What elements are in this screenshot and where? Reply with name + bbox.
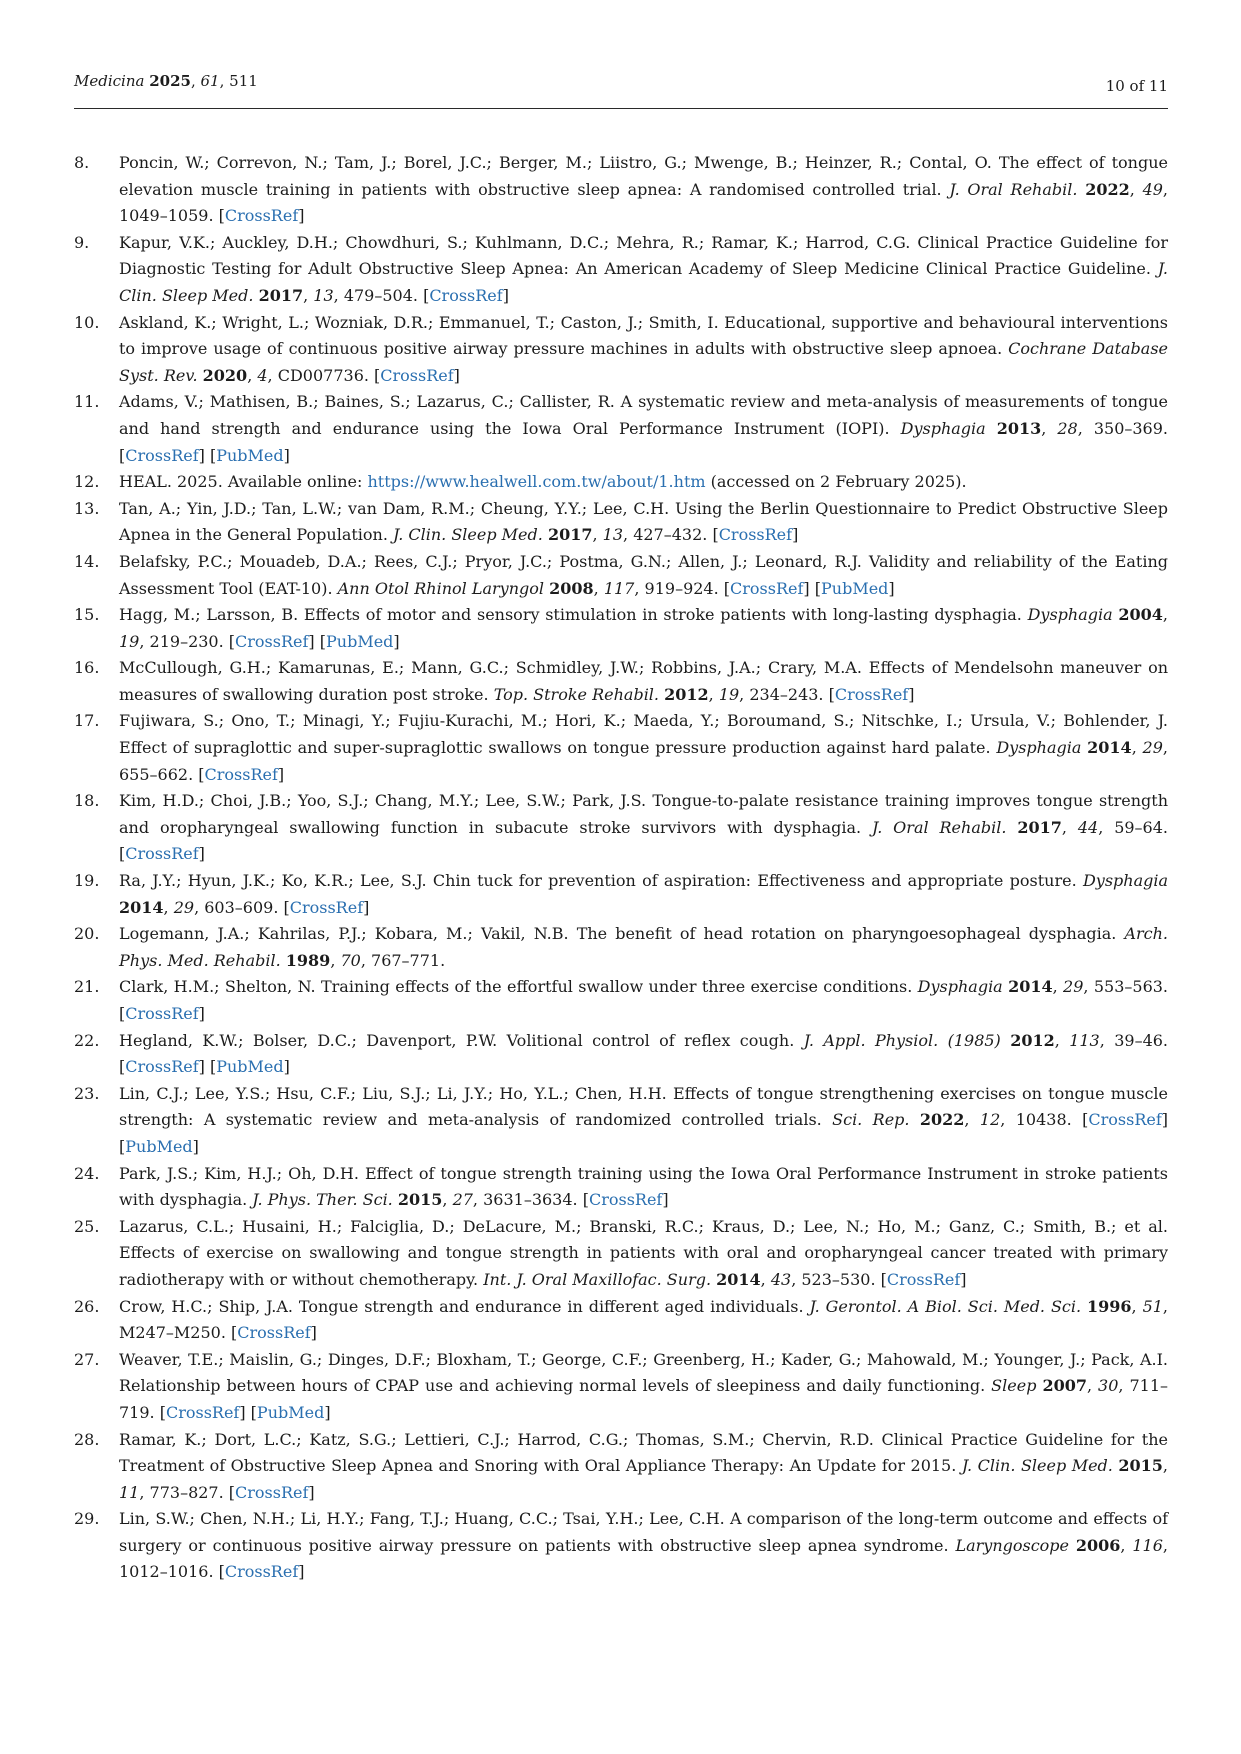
- reference-item: 8. Poncin, W.; Correvon, N.; Tam, J.; Borel, J.C.; Berger, M.; Liistro, G.; Mwenge, B.; Heinzer, R.; Contal, O. The effect of tongue elevation muscle training in patients with obstructive sleep apnea: A randomised controlled trial. J. Oral Rehabil. 2022, 49, 1049–1059. [CrossRef]: [74, 150, 1168, 230]
- reference-number: 21.: [74, 977, 100, 997]
- reference-number: 13.: [74, 498, 100, 518]
- reference-authors-title: Ramar, K.; Dort, L.C.; Katz, S.G.; Lettieri, C.J.; Harrod, C.G.; Thomas, S.M.; Chervin, R.D. Clinical Practice Guideline for the Treatment of Obstructive Sleep Apnea and Snoring with Oral Appliance Therapy: An Update for 2015.: [119, 1429, 1168, 1476]
- reference-pages: 919–924.: [644, 578, 719, 598]
- pubmed-link[interactable]: PubMed: [125, 1136, 193, 1156]
- reference-text: (accessed on 2 February 2025).: [710, 472, 967, 492]
- reference-item: 21. Clark, H.M.; Shelton, N. Training effects of the effortful swallow under three exercise conditions. Dysphagia 2014, 29, 553–563. [CrossRef]: [74, 974, 1168, 1027]
- reference-number: 26.: [74, 1296, 100, 1316]
- reference-volume: 27: [452, 1190, 473, 1210]
- reference-number: 10.: [74, 312, 100, 332]
- reference-volume: 12: [979, 1110, 1001, 1130]
- reference-year: 2022: [919, 1110, 965, 1130]
- reference-pages: 39–46.: [1114, 1030, 1169, 1050]
- reference-number: 24.: [74, 1163, 100, 1183]
- reference-item: 13. Tan, A.; Yin, J.D.; Tan, L.W.; van Dam, R.M.; Cheung, Y.Y.; Lee, C.H. Using the Berlin Questionnaire to Predict Obstructive Sleep Apnea in the General Population. J. Clin. Sleep Med. 2017, 13, 427–432. [CrossRef]: [74, 496, 1168, 549]
- reference-journal: J. Appl. Physiol. (1985): [803, 1030, 1001, 1050]
- reference-journal: Dysphagia: [900, 418, 986, 438]
- reference-number: 20.: [74, 924, 100, 944]
- reference-item: 10. Askland, K.; Wright, L.; Wozniak, D.R.; Emmanuel, T.; Caston, J.; Smith, I. Educational, supportive and behavioural interventions to improve usage of continuous positive airway pressure machines in adults with obstructive sleep apnoea. Cochrane Database Syst. Rev. 2020, 4, CD007736. [CrossRef]: [74, 310, 1168, 390]
- reference-authors-title: Askland, K.; Wright, L.; Wozniak, D.R.; Emmanuel, T.; Caston, J.; Smith, I. Educational, supportive and behavioural interventions to improve usage of continuous positive airway pressure machines in adults with obstructive sleep apnoea.: [119, 312, 1168, 359]
- reference-item: 16. McCullough, G.H.; Kamarunas, E.; Mann, G.C.; Schmidley, J.W.; Robbins, J.A.; Crary, M.A. Effects of Mendelsohn maneuver on measures of swallowing duration post stroke. Top. Stroke Rehabil. 2012, 19, 234–243. [CrossRef]: [74, 655, 1168, 708]
- crossref-link[interactable]: CrossRef: [886, 1269, 961, 1289]
- reference-pages: 350–369.: [1093, 418, 1168, 438]
- reference-year: 2014: [1008, 977, 1053, 997]
- reference-year: 2015: [397, 1190, 443, 1210]
- reference-item: 23. Lin, C.J.; Lee, Y.S.; Hsu, C.F.; Liu, S.J.; Li, J.Y.; Ho, Y.L.; Chen, H.H. Effects of tongue strengthening exercises on tongue muscle strength: A systematic review and meta-analysis of randomized controlled trials. Sci. Rep. 2022, 12, 10438. [CrossRef] [PubMed]: [74, 1081, 1168, 1161]
- reference-item: 15. Hagg, M.; Larsson, B. Effects of motor and sensory stimulation in stroke patients with long-lasting dysphagia. Dysphagia 2004, 19, 219–230. [CrossRef] [PubMed]: [74, 602, 1168, 655]
- reference-volume: 4: [257, 365, 268, 385]
- reference-pages: 59–64.: [1114, 817, 1168, 837]
- crossref-link[interactable]: CrossRef: [429, 285, 503, 305]
- crossref-link[interactable]: CrossRef: [718, 525, 793, 545]
- reference-number: 22.: [74, 1030, 100, 1050]
- reference-item: 24. Park, J.S.; Kim, H.J.; Oh, D.H. Effect of tongue strength training using the Iowa Oral Performance Instrument in stroke patients with dysphagia. J. Phys. Ther. Sci. 2015, 27, 3631–3634. [CrossRef]: [74, 1161, 1168, 1214]
- reference-authors-title: Lin, C.J.; Lee, Y.S.; Hsu, C.F.; Liu, S.J.; Li, J.Y.; Ho, Y.L.; Chen, H.H. Effects of tongue strengthening exercises on tongue muscle strength: A systematic review and meta-analysis of randomized controlled trials.: [119, 1083, 1168, 1130]
- reference-year: 2015: [1118, 1456, 1163, 1476]
- reference-journal: Dysphagia: [996, 738, 1082, 758]
- reference-number: 16.: [74, 658, 100, 678]
- reference-number: 8.: [74, 153, 90, 172]
- article-number: 511: [229, 72, 258, 90]
- pubmed-link[interactable]: PubMed: [216, 445, 284, 465]
- reference-authors-title: Lin, S.W.; Chen, N.H.; Li, H.Y.; Fang, T.J.; Huang, C.C.; Tsai, Y.H.; Lee, C.H. A comparison of the long-term outcome and effects of surgery or continuous positive airway pressure on patients with obstructive sleep apnea syndrome.: [119, 1509, 1168, 1555]
- reference-year: 2014: [119, 897, 164, 917]
- reference-pages: 1049–1059.: [119, 206, 214, 226]
- reference-year: 2020: [202, 365, 248, 385]
- reference-year: 2004: [1118, 605, 1163, 625]
- pubmed-link[interactable]: PubMed: [821, 578, 889, 598]
- reference-year: 2014: [1087, 738, 1132, 758]
- reference-authors-title: Kim, H.D.; Choi, J.B.; Yoo, S.J.; Chang, M.Y.; Lee, S.W.; Park, J.S. Tongue-to-palate resistance training improves tongue strength and oropharyngeal swallowing function in subacute stroke survivors with dysphagia.: [119, 791, 1168, 837]
- reference-volume: 51: [1142, 1296, 1163, 1316]
- reference-item: 22. Hegland, K.W.; Bolser, D.C.; Davenport, P.W. Volitional control of reflex cough. J. Appl. Physiol. (1985) 2012, 113, 39–46. [CrossRef] [PubMed]: [74, 1028, 1168, 1081]
- reference-number: 29.: [74, 1509, 100, 1529]
- crossref-link[interactable]: CrossRef: [588, 1190, 663, 1210]
- reference-volume: 19: [119, 631, 140, 651]
- reference-pages: 523–530.: [801, 1269, 876, 1289]
- reference-year: 2008: [549, 578, 594, 598]
- reference-journal: Cochrane Database Syst. Rev.: [119, 339, 1169, 385]
- reference-pages: 711–719.: [119, 1376, 1169, 1422]
- reference-item: 27. Weaver, T.E.; Maislin, G.; Dinges, D.F.; Bloxham, T.; George, C.F.; Greenberg, H.; Kader, G.; Mahowald, M.; Younger, J.; Pack, A.I. Relationship between hours of CPAP use and achieving normal levels of sleepiness and daily functioning. Sleep 2007, 30, 711–719. [CrossRef] [PubMed]: [74, 1347, 1168, 1427]
- crossref-link[interactable]: CrossRef: [125, 445, 199, 465]
- reference-number: 23.: [74, 1083, 100, 1103]
- reference-journal: Dysphagia: [917, 977, 1003, 997]
- reference-pages: 603–609.: [204, 897, 279, 917]
- reference-authors-title: Hegland, K.W.; Bolser, D.C.; Davenport, P.W. Volitional control of reflex cough.: [119, 1030, 795, 1050]
- pubmed-link[interactable]: PubMed: [216, 1057, 284, 1077]
- reference-pages: 767–771.: [371, 950, 446, 970]
- crossref-link[interactable]: CrossRef: [235, 631, 309, 651]
- reference-year: 2022: [1085, 179, 1130, 199]
- reference-authors-title: Lazarus, C.L.; Husaini, H.; Falciglia, D.; DeLacure, M.; Branski, R.C.; Kraus, D.; Lee, N.; Ho, M.; Ganz, C.; Smith, B.; et al. Effects of exercise on swallowing and tongue strength in patients with oral and oropharyngeal cancer treated with primary radiotherapy with or without chemotherapy.: [119, 1216, 1168, 1289]
- reference-volume: 117: [603, 578, 635, 598]
- reference-volume: 43: [770, 1269, 792, 1289]
- reference-journal: Ann Otol Rhinol Laryngol: [337, 578, 545, 598]
- reference-item: 18. Kim, H.D.; Choi, J.B.; Yoo, S.J.; Chang, M.Y.; Lee, S.W.; Park, J.S. Tongue-to-palate resistance training improves tongue strength and oropharyngeal swallowing function in subacute stroke survivors with dysphagia. J. Oral Rehabil. 2017, 44, 59–64. [CrossRef]: [74, 788, 1168, 868]
- reference-number: 12.: [74, 472, 100, 492]
- reference-journal: J. Oral Rehabil.: [949, 179, 1078, 199]
- crossref-link[interactable]: CrossRef: [289, 897, 364, 917]
- reference-authors-title: Park, J.S.; Kim, H.J.; Oh, D.H. Effect of tongue strength training using the Iowa Oral Performance Instrument in stroke patients with dysphagia.: [119, 1163, 1168, 1210]
- reference-authors-title: McCullough, G.H.; Kamarunas, E.; Mann, G.C.; Schmidley, J.W.; Robbins, J.A.; Crary, M.A. Effects of Mendelsohn maneuver on measures of swallowing duration post stroke.: [119, 658, 1168, 704]
- reference-item: 26. Crow, H.C.; Ship, J.A. Tongue strength and endurance in different aged individuals. J. Gerontol. A Biol. Sci. Med. Sci. 1996, 51, M247–M250. [CrossRef]: [74, 1294, 1168, 1347]
- reference-authors-title: Weaver, T.E.; Maislin, G.; Dinges, D.F.; Bloxham, T.; George, C.F.; Greenberg, H.; Kader, G.; Mahowald, M.; Younger, J.; Pack, A.I. Relationship between hours of CPAP use and achieving normal levels of sleepiness and daily functioning.: [119, 1349, 1168, 1396]
- reference-item: 14. Belafsky, P.C.; Mouadeb, D.A.; Rees, C.J.; Pryor, J.C.; Postma, G.N.; Allen, J.; Leonard, R.J. Validity and reliability of the Eating Assessment Tool (EAT-10). Ann Otol Rhinol Laryngol 2008, 117, 919–924. [CrossRef] [PubMed]: [74, 549, 1168, 602]
- crossref-link[interactable]: CrossRef: [1088, 1110, 1162, 1130]
- reference-volume: 49: [1142, 179, 1163, 199]
- journal-volume: 61: [200, 72, 220, 90]
- crossref-link[interactable]: CrossRef: [224, 1562, 299, 1582]
- crossref-link[interactable]: CrossRef: [125, 1004, 199, 1023]
- reference-year: 2012: [664, 684, 709, 704]
- reference-number: 25.: [74, 1216, 100, 1236]
- reference-journal: Arch. Phys. Med. Rehabil.: [119, 924, 1169, 970]
- crossref-link[interactable]: CrossRef: [204, 764, 278, 784]
- reference-pages: 3631–3634.: [483, 1190, 578, 1210]
- journal-citation: Medicina 2025, 61, 511: [74, 72, 258, 90]
- reference-year: 2013: [996, 418, 1042, 438]
- reference-pages: 10438.: [1015, 1110, 1072, 1130]
- reference-authors-title: Tan, A.; Yin, J.D.; Tan, L.W.; van Dam, R.M.; Cheung, Y.Y.; Lee, C.H. Using the Berlin Questionnaire to Predict Obstructive Sleep Apnea in the General Population.: [119, 498, 1168, 545]
- crossref-link[interactable]: CrossRef: [237, 1323, 311, 1343]
- crossref-link[interactable]: CrossRef: [125, 844, 199, 864]
- reference-pages: 219–230.: [149, 631, 224, 651]
- reference-journal: J. Clin. Sleep Med.: [119, 259, 1168, 305]
- reference-volume: 13: [602, 525, 624, 545]
- reference-authors-title: Crow, H.C.; Ship, J.A. Tongue strength and endurance in different aged individuals.: [119, 1296, 804, 1316]
- reference-number: 19.: [74, 871, 100, 891]
- reference-pages: 234–243.: [749, 684, 824, 704]
- reference-volume: 70: [340, 950, 361, 970]
- reference-journal: Sleep: [991, 1376, 1037, 1396]
- reference-volume: 28: [1057, 418, 1078, 438]
- reference-volume: 113: [1069, 1030, 1100, 1050]
- reference-authors-title: Fujiwara, S.; Ono, T.; Minagi, Y.; Fujiu-Kurachi, M.; Hori, K.; Maeda, Y.; Boroumand, S.; Nitschke, I.; Ursula, V.; Bohlender, J. Effect of supraglottic and super-supraglottic swallows on tongue pressure production against hard palate.: [119, 711, 1168, 758]
- reference-url-link[interactable]: https://www.healwell.com.tw/about/1.htm: [367, 472, 706, 492]
- journal-year: 2025: [149, 72, 191, 90]
- reference-year: 2017: [258, 285, 304, 305]
- crossref-link[interactable]: CrossRef: [235, 1482, 309, 1502]
- reference-year: 2012: [1010, 1030, 1055, 1050]
- reference-authors-title: Poncin, W.; Correvon, N.; Tam, J.; Borel, J.C.; Berger, M.; Liistro, G.; Mwenge, B.; Heinzer, R.; Contal, O. The effect of tongue elevation muscle training in patients with obstructive sleep apnea: A randomised controlled trial.: [119, 153, 1168, 199]
- reference-journal: Laryngoscope: [955, 1535, 1070, 1555]
- reference-pages: 1012–1016.: [119, 1562, 214, 1582]
- reference-item: 28. Ramar, K.; Dort, L.C.; Katz, S.G.; Lettieri, C.J.; Harrod, C.G.; Thomas, S.M.; Chervin, R.D. Clinical Practice Guideline for the Treatment of Obstructive Sleep Apnea and Snoring with Oral Appliance Therapy: An Update for 2015. J. Clin. Sleep Med. 2015, 11, 773–827. [CrossRef]: [74, 1427, 1168, 1507]
- crossref-link[interactable]: CrossRef: [224, 206, 299, 226]
- reference-number: 18.: [74, 791, 100, 811]
- crossref-link[interactable]: CrossRef: [380, 365, 454, 385]
- crossref-link[interactable]: CrossRef: [730, 578, 804, 598]
- reference-item: 29. Lin, S.W.; Chen, N.H.; Li, H.Y.; Fang, T.J.; Huang, C.C.; Tsai, Y.H.; Lee, C.H. A comparison of the long-term outcome and effects of surgery or continuous positive airway pressure on patients with obstructive sleep apnea syndrome. Laryngoscope 2006, 116, 1012–1016. [CrossRef]: [74, 1506, 1168, 1586]
- page-indicator: 10 of 11: [1105, 77, 1168, 95]
- reference-journal: J. Clin. Sleep Med.: [961, 1456, 1113, 1476]
- reference-journal: Int. J. Oral Maxillofac. Surg.: [483, 1269, 712, 1289]
- crossref-link[interactable]: CrossRef: [125, 1057, 199, 1077]
- reference-pages: CD007736.: [277, 365, 369, 385]
- reference-year: 2017: [547, 525, 593, 545]
- reference-volume: 116: [1132, 1535, 1163, 1555]
- reference-number: 17.: [74, 711, 100, 731]
- reference-item: 20. Logemann, J.A.; Kahrilas, P.J.; Kobara, M.; Vakil, N.B. The benefit of head rotation on pharyngoesophageal dysphagia. Arch. Phys. Med. Rehabil. 1989, 70, 767–771.: [74, 921, 1168, 974]
- reference-number: 11.: [74, 392, 100, 412]
- reference-pages: 427–432.: [633, 525, 708, 545]
- pubmed-link[interactable]: PubMed: [256, 1402, 325, 1422]
- reference-volume: 44: [1077, 817, 1099, 837]
- reference-journal: Dysphagia: [1082, 871, 1169, 891]
- crossref-link[interactable]: CrossRef: [165, 1402, 240, 1422]
- reference-volume: 13: [313, 285, 334, 305]
- reference-number: 28.: [74, 1429, 100, 1449]
- reference-item: 17. Fujiwara, S.; Ono, T.; Minagi, Y.; Fujiu-Kurachi, M.; Hori, K.; Maeda, Y.; Boroumand, S.; Nitschke, I.; Ursula, V.; Bohlender, J. Effect of supraglottic and super-supraglottic swallows on tongue pressure production against hard palate. Dysphagia 2014, 29, 655–662. [CrossRef]: [74, 708, 1168, 788]
- reference-pages: 479–504.: [343, 285, 418, 305]
- reference-text: HEAL. 2025. Available online:: [119, 472, 363, 492]
- reference-pages: M247–M250.: [119, 1323, 226, 1343]
- reference-journal: Dysphagia: [1027, 605, 1113, 625]
- reference-year: 2014: [716, 1269, 761, 1289]
- reference-item: 9. Kapur, V.K.; Auckley, D.H.; Chowdhuri, S.; Kuhlmann, D.C.; Mehra, R.; Ramar, K.; Harrod, C.G. Clinical Practice Guideline for Diagnostic Testing for Adult Obstructive Sleep Apnea: An American Academy of Sleep Medicine Clinical Practice Guideline. J. Clin. Sleep Med. 2017, 13, 479–504. [CrossRef]: [74, 230, 1168, 310]
- reference-journal: J. Oral Rehabil.: [872, 817, 1007, 837]
- reference-authors-title: Adams, V.; Mathisen, B.; Baines, S.; Lazarus, C.; Callister, R. A systematic review and meta-analysis of measurements of tongue and hand strength and endurance using the Iowa Oral Performance Instrument (IOPI).: [119, 392, 1168, 438]
- reference-volume: 29: [173, 897, 195, 917]
- reference-pages: 655–662.: [119, 764, 194, 784]
- reference-item: 11. Adams, V.; Mathisen, B.; Baines, S.; Lazarus, C.; Callister, R. A systematic review and meta-analysis of measurements of tongue and hand strength and endurance using the Iowa Oral Performance Instrument (IOPI). Dysphagia 2013, 28, 350–369. [CrossRef] [PubMed]: [74, 389, 1168, 469]
- reference-authors-title: Kapur, V.K.; Auckley, D.H.; Chowdhuri, S.; Kuhlmann, D.C.; Mehra, R.; Ramar, K.; Harrod, C.G. Clinical Practice Guideline for Diagnostic Testing for Adult Obstructive Sleep Apnea: An American Academy of Sleep Medicine Clinical Practice Guideline.: [119, 232, 1168, 279]
- reference-authors-title: Hagg, M.; Larsson, B. Effects of motor and sensory stimulation in stroke patients with long-lasting dysphagia.: [119, 605, 1022, 625]
- reference-authors-title: Logemann, J.A.; Kahrilas, P.J.; Kobara, M.; Vakil, N.B. The benefit of head rotation on pharyngoesophageal dysphagia.: [119, 924, 1117, 944]
- reference-year: 2017: [1017, 817, 1062, 837]
- reference-number: 9.: [74, 232, 90, 252]
- reference-year: 2007: [1042, 1376, 1087, 1396]
- reference-volume: 29: [1063, 977, 1084, 997]
- reference-volume: 19: [718, 684, 740, 704]
- page-header: [74, 68, 1168, 109]
- reference-authors-title: Clark, H.M.; Shelton, N. Training effects of the effortful swallow under three exercise conditions.: [119, 977, 913, 997]
- crossref-link[interactable]: CrossRef: [834, 684, 909, 704]
- reference-pages: 773–827.: [149, 1482, 224, 1502]
- reference-year: 2006: [1075, 1535, 1121, 1555]
- reference-list: [74, 150, 1168, 1586]
- reference-volume: 30: [1098, 1376, 1119, 1396]
- reference-journal: Top. Stroke Rehabil.: [493, 684, 660, 704]
- reference-volume: 29: [1142, 738, 1163, 758]
- reference-number: 15.: [74, 605, 100, 625]
- reference-authors-title: Ra, J.Y.; Hyun, J.K.; Ko, K.R.; Lee, S.J. Chin tuck for prevention of aspiration: Effectiveness and appropriate posture.: [119, 871, 1077, 891]
- reference-item: 25. Lazarus, C.L.; Husaini, H.; Falciglia, D.; DeLacure, M.; Branski, R.C.; Kraus, D.; Lee, N.; Ho, M.; Ganz, C.; Smith, B.; et al. Effects of exercise on swallowing and tongue strength in patients with oral and oropharyngeal cancer treated with primary radiotherapy with or without chemotherapy. Int. J. Oral Maxillofac. Surg. 2014, 43, 523–530. [CrossRef]: [74, 1214, 1168, 1294]
- pubmed-link[interactable]: PubMed: [326, 631, 394, 651]
- reference-authors-title: Belafsky, P.C.; Mouadeb, D.A.; Rees, C.J.; Pryor, J.C.; Postma, G.N.; Allen, J.; Leonard, R.J. Validity and reliability of the Eating Assessment Tool (EAT-10).: [119, 551, 1168, 598]
- reference-number: 27.: [74, 1349, 100, 1369]
- reference-pages: 553–563.: [1093, 977, 1169, 997]
- journal-name: Medicina: [74, 72, 145, 90]
- reference-journal: J. Gerontol. A Biol. Sci. Med. Sci.: [809, 1296, 1082, 1316]
- reference-item: [74, 469, 1168, 496]
- reference-journal: J. Phys. Ther. Sci.: [252, 1190, 393, 1210]
- reference-volume: 11: [119, 1482, 140, 1502]
- reference-item: 19. Ra, J.Y.; Hyun, J.K.; Ko, K.R.; Lee, S.J. Chin tuck for prevention of aspiration: Effectiveness and appropriate posture. Dysphagia 2014, 29, 603–609. [CrossRef]: [74, 868, 1168, 921]
- reference-year: 1996: [1087, 1296, 1132, 1316]
- reference-year: 1989: [285, 950, 331, 970]
- reference-journal: J. Clin. Sleep Med.: [393, 525, 543, 545]
- reference-number: 14.: [74, 551, 100, 571]
- reference-journal: Sci. Rep.: [832, 1110, 910, 1130]
